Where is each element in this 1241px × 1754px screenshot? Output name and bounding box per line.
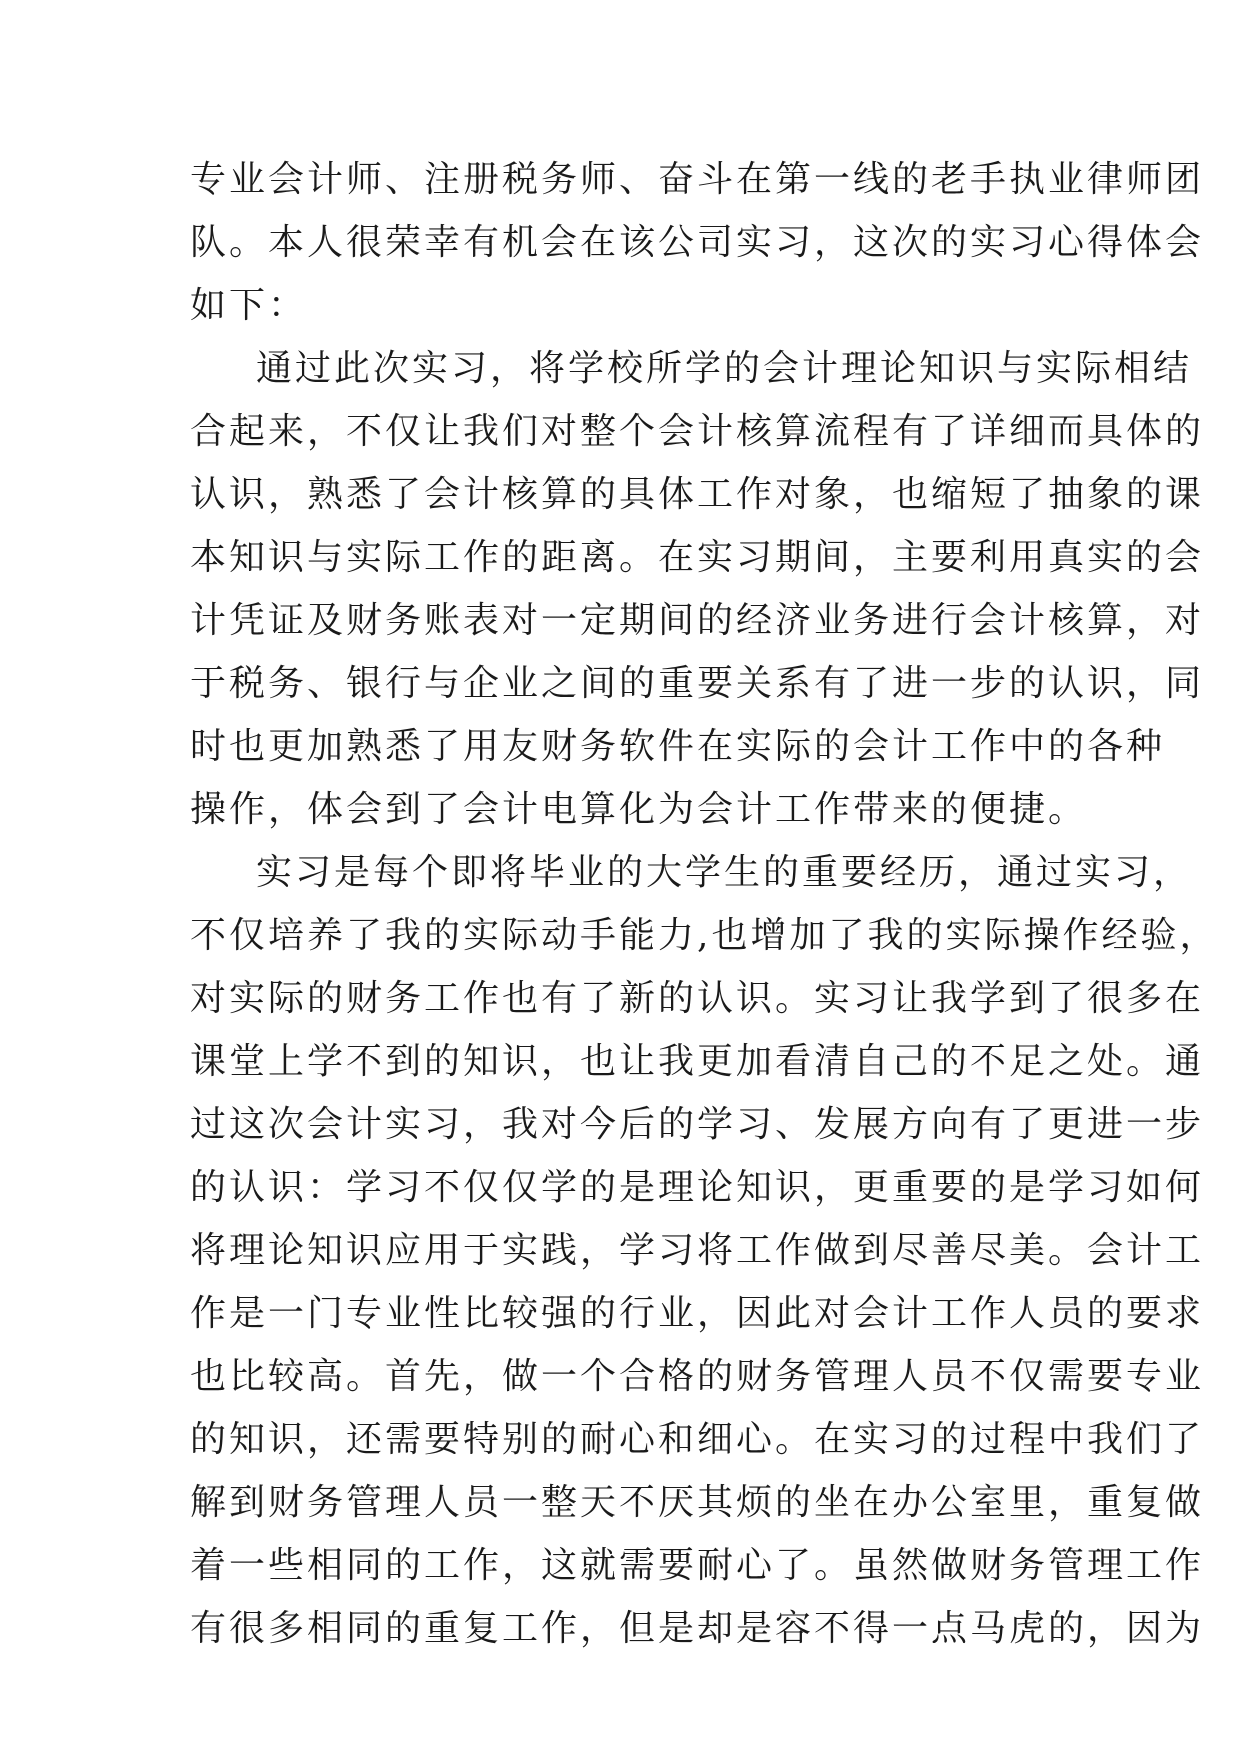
text-line: 不仅培养了我的实际动手能力,也增加了我的实际操作经验，	[190, 915, 1219, 956]
text-line: 有很多相同的重复工作，但是却是容不得一点马虎的，因为	[190, 1608, 1205, 1649]
text-line: 课堂上学不到的知识，也让我更加看清自己的不足之处。通	[190, 1041, 1205, 1082]
text-line: 通过此次实习，将学校所学的会计理论知识与实际相结	[256, 348, 1193, 389]
text-line: 计凭证及财务账表对一定期间的经济业务进行会计核算，对	[190, 600, 1205, 641]
text-line: 本知识与实际工作的距离。在实习期间，主要利用真实的会	[190, 537, 1205, 578]
text-line: 操作，体会到了会计电算化为会计工作带来的便捷。	[190, 789, 1088, 830]
text-line: 专业会计师、注册税务师、奋斗在第一线的老手执业律师团	[190, 159, 1205, 200]
text-line: 合起来，不仅让我们对整个会计核算流程有了详细而具体的	[190, 411, 1205, 452]
text-line: 实习是每个即将毕业的大学生的重要经历，通过实习，	[256, 852, 1193, 893]
text-line: 时也更加熟悉了用友财务软件在实际的会计工作中的各种	[190, 726, 1166, 767]
text-line: 队。本人很荣幸有机会在该公司实习，这次的实习心得体会	[190, 222, 1205, 263]
text-line: 解到财务管理人员一整天不厌其烦的坐在办公室里，重复做	[190, 1482, 1205, 1523]
text-line: 着一些相同的工作，这就需要耐心了。虽然做财务管理工作	[190, 1545, 1205, 1586]
text-line: 对实际的财务工作也有了新的认识。实习让我学到了很多在	[190, 978, 1205, 1019]
text-line: 的知识，还需要特别的耐心和细心。在实习的过程中我们了	[190, 1419, 1205, 1460]
text-line: 如下：	[190, 285, 308, 326]
text-line: 过这次会计实习，我对今后的学习、发展方向有了更进一步	[190, 1104, 1205, 1145]
text-line: 认识，熟悉了会计核算的具体工作对象，也缩短了抽象的课	[190, 474, 1205, 515]
text-line: 的认识：学习不仅仅学的是理论知识，更重要的是学习如何	[190, 1167, 1205, 1208]
text-line: 将理论知识应用于实践，学习将工作做到尽善尽美。会计工	[190, 1230, 1205, 1271]
text-line: 也比较高。首先，做一个合格的财务管理人员不仅需要专业	[190, 1356, 1205, 1397]
text-line: 作是一门专业性比较强的行业，因此对会计工作人员的要求	[190, 1293, 1205, 1334]
text-line: 于税务、银行与企业之间的重要关系有了进一步的认识，同	[190, 663, 1205, 704]
body-text	[190, 148, 1219, 1660]
